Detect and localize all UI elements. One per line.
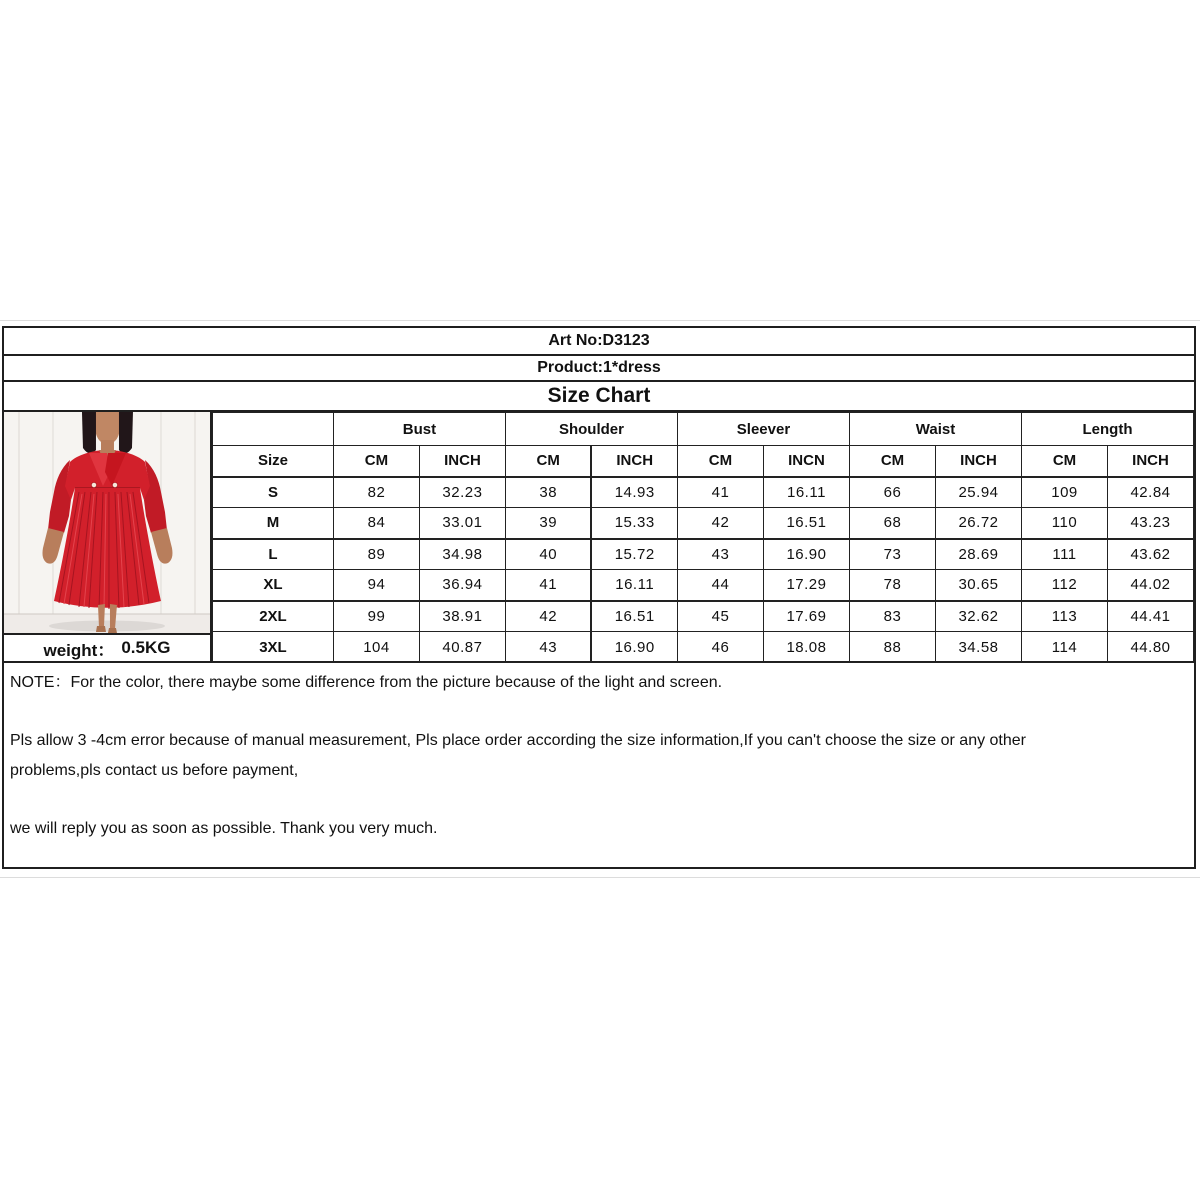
size-cell: L	[212, 539, 333, 570]
chart-title-row	[4, 382, 1194, 412]
value-cell: 104	[333, 632, 419, 663]
unit-header: INCH	[591, 446, 677, 477]
unit-header: INCH	[935, 446, 1021, 477]
value-cell: 32.23	[419, 477, 505, 508]
table-row-l	[212, 539, 1193, 570]
table-row-xl	[212, 570, 1193, 601]
value-cell: 16.11	[591, 570, 677, 601]
unit-header: CM	[333, 446, 419, 477]
unit-header: CM	[505, 446, 591, 477]
unit-header: CM	[1022, 446, 1108, 477]
value-cell: 17.69	[763, 601, 849, 632]
value-cell: 40	[505, 539, 591, 570]
value-cell: 42.84	[1108, 477, 1194, 508]
value-cell: 42	[677, 508, 763, 539]
unit-header: CM	[849, 446, 935, 477]
value-cell: 45	[677, 601, 763, 632]
value-cell: 43.62	[1108, 539, 1194, 570]
value-cell: 32.62	[935, 601, 1021, 632]
size-cell: S	[212, 477, 333, 508]
value-cell: 109	[1022, 477, 1108, 508]
table-row-m	[212, 508, 1193, 539]
note-section	[4, 663, 1194, 867]
value-cell: 33.01	[419, 508, 505, 539]
weight-row	[4, 633, 210, 661]
product-text: Product:1*dress	[537, 359, 661, 376]
value-cell: 113	[1022, 601, 1108, 632]
value-cell: 114	[1022, 632, 1108, 663]
value-cell: 17.29	[763, 570, 849, 601]
value-cell: 18.08	[763, 632, 849, 663]
main-area	[4, 412, 1194, 663]
chart-title: Size Chart	[547, 384, 651, 407]
group-header-shoulder: Shoulder	[505, 413, 677, 446]
group-header-row	[212, 413, 1193, 446]
group-header-length: Length	[1022, 413, 1194, 446]
value-cell: 99	[333, 601, 419, 632]
value-cell: 46	[677, 632, 763, 663]
size-chart-panel	[2, 326, 1196, 869]
value-cell: 30.65	[935, 570, 1021, 601]
product-photo-column	[4, 412, 212, 661]
weight-value: 0.5KG	[121, 638, 171, 657]
size-cell: 3XL	[212, 632, 333, 663]
value-cell: 41	[677, 477, 763, 508]
unit-header-row	[212, 446, 1193, 477]
table-row-2xl	[212, 601, 1193, 632]
value-cell: 88	[849, 632, 935, 663]
size-cell: XL	[212, 570, 333, 601]
value-cell: 16.51	[763, 508, 849, 539]
value-cell: 111	[1022, 539, 1108, 570]
value-cell: 14.93	[591, 477, 677, 508]
unit-header: INCH	[1108, 446, 1194, 477]
top-shadow-line	[0, 320, 1200, 321]
value-cell: 82	[333, 477, 419, 508]
value-cell: 16.90	[591, 632, 677, 663]
value-cell: 110	[1022, 508, 1108, 539]
unit-header: INCN	[763, 446, 849, 477]
value-cell: 44.41	[1108, 601, 1194, 632]
unit-header: INCH	[419, 446, 505, 477]
note-line-3: problems,pls contact us before payment,	[10, 762, 299, 779]
value-cell: 89	[333, 539, 419, 570]
note-line-2: Pls allow 3 -4cm error because of manual measurement, Pls place order according the size information,If you can't choose the size or any other	[10, 732, 1026, 749]
product-row	[4, 356, 1194, 382]
value-cell: 26.72	[935, 508, 1021, 539]
value-cell: 44.80	[1108, 632, 1194, 663]
value-cell: 43.23	[1108, 508, 1194, 539]
value-cell: 16.51	[591, 601, 677, 632]
table-row-3xl	[212, 632, 1193, 663]
size-table-container	[212, 412, 1194, 661]
art-no-text: Art No:D3123	[548, 332, 650, 349]
value-cell: 38	[505, 477, 591, 508]
value-cell: 15.33	[591, 508, 677, 539]
value-cell: 39	[505, 508, 591, 539]
value-cell: 73	[849, 539, 935, 570]
value-cell: 36.94	[419, 570, 505, 601]
value-cell: 78	[849, 570, 935, 601]
product-photo	[4, 412, 210, 633]
table-row-s	[212, 477, 1193, 508]
art-no-row	[4, 328, 1194, 356]
value-cell: 38.91	[419, 601, 505, 632]
group-header-waist: Waist	[849, 413, 1021, 446]
value-cell: 112	[1022, 570, 1108, 601]
corner-cell	[212, 413, 333, 446]
unit-header: CM	[677, 446, 763, 477]
value-cell: 43	[505, 632, 591, 663]
group-header-sleever: Sleever	[677, 413, 849, 446]
value-cell: 66	[849, 477, 935, 508]
value-cell: 84	[333, 508, 419, 539]
weight-label: weight：	[43, 640, 115, 660]
value-cell: 43	[677, 539, 763, 570]
value-cell: 94	[333, 570, 419, 601]
value-cell: 34.98	[419, 539, 505, 570]
value-cell: 41	[505, 570, 591, 601]
size-table	[212, 412, 1194, 663]
note-line-1: NOTE：For the color, there maybe some difference from the picture because of the light and screen.	[10, 674, 723, 691]
value-cell: 34.58	[935, 632, 1021, 663]
value-cell: 15.72	[591, 539, 677, 570]
value-cell: 16.90	[763, 539, 849, 570]
bottom-shadow-line	[0, 877, 1200, 878]
value-cell: 40.87	[419, 632, 505, 663]
note-line-4: we will reply you as soon as possible. Thank you very much.	[10, 820, 438, 837]
value-cell: 28.69	[935, 539, 1021, 570]
value-cell: 42	[505, 601, 591, 632]
value-cell: 83	[849, 601, 935, 632]
value-cell: 25.94	[935, 477, 1021, 508]
value-cell: 68	[849, 508, 935, 539]
value-cell: 44.02	[1108, 570, 1194, 601]
size-column-header: Size	[212, 446, 333, 477]
size-cell: 2XL	[212, 601, 333, 632]
value-cell: 44	[677, 570, 763, 601]
group-header-bust: Bust	[333, 413, 505, 446]
size-cell: M	[212, 508, 333, 539]
value-cell: 16.11	[763, 477, 849, 508]
